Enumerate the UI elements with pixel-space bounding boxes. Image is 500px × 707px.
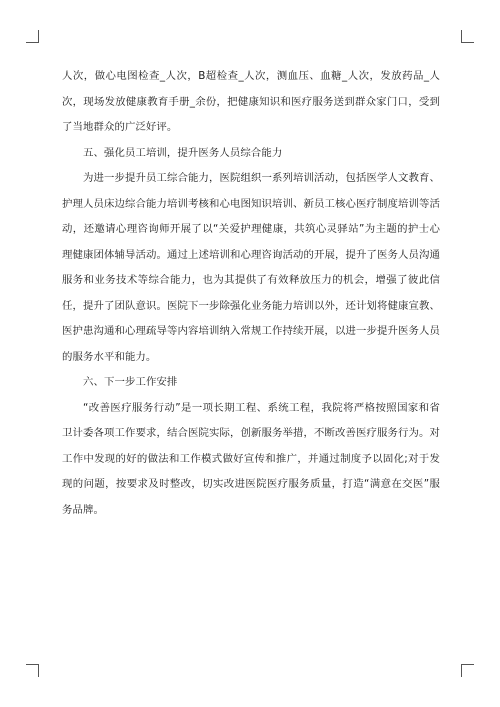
crop-mark-bottom-left (26, 664, 39, 677)
paragraph-next-steps: “改善医疗服务行动”是一项长期工程、系统工程，我院将严格按照国家和省卫计委各项工作要求，结合医院实际，创新服务举措，不断改善医疗服务行为。对工作中发现的好的做法和工作模式做好宣传和推广，并通过制度予以固化;对于发现的问题，按要求及时整改，切实改进医院医疗服务质量，打造“满意在交医”服务品牌。 (62, 401, 440, 516)
crop-mark-bottom-right (461, 664, 474, 677)
section-heading-six: 六、下一步工作安排 (83, 376, 178, 388)
paragraph-training: 为进一步提升员工综合能力，医院组织一系列培训活动，包括医学人文教育、护理人员床边综合能力培训考核和心电图知识培训、新员工核心医疗制度培训等活动，还邀请心理咨询师开展了以“关爱护理健康，共筑心灵驿站”为主题的护士心理健康团体辅导活动。通过上述培训和心理咨询活动的开展，提升了医务人员沟通服务和业务技术等综合能力，也为其提供了有效释放压力的机会，增强了彼此信任，提升了团队意识。医院下一步除强化业务能力培训以外，还计划将健康宣教、医护患沟通和心理疏导等内容培训纳入常规工作持续开展，以进一步提升医务人员的服务水平和能力。 (62, 172, 440, 363)
document-body (62, 64, 440, 523)
paragraph-continuation: 人次，做心电图检查_人次，B超检查_人次，测血压、血糖_人次，发放药品_人次，现场发放健康教育手册_余份，把健康知识和医疗服务送到群众家门口，受到了当地群众的广泛好评。 (62, 70, 440, 133)
crop-mark-top-right (461, 30, 474, 43)
section-heading-five: 五、强化员工培训，提升医务人员综合能力 (83, 146, 283, 159)
crop-mark-top-left (26, 30, 39, 43)
